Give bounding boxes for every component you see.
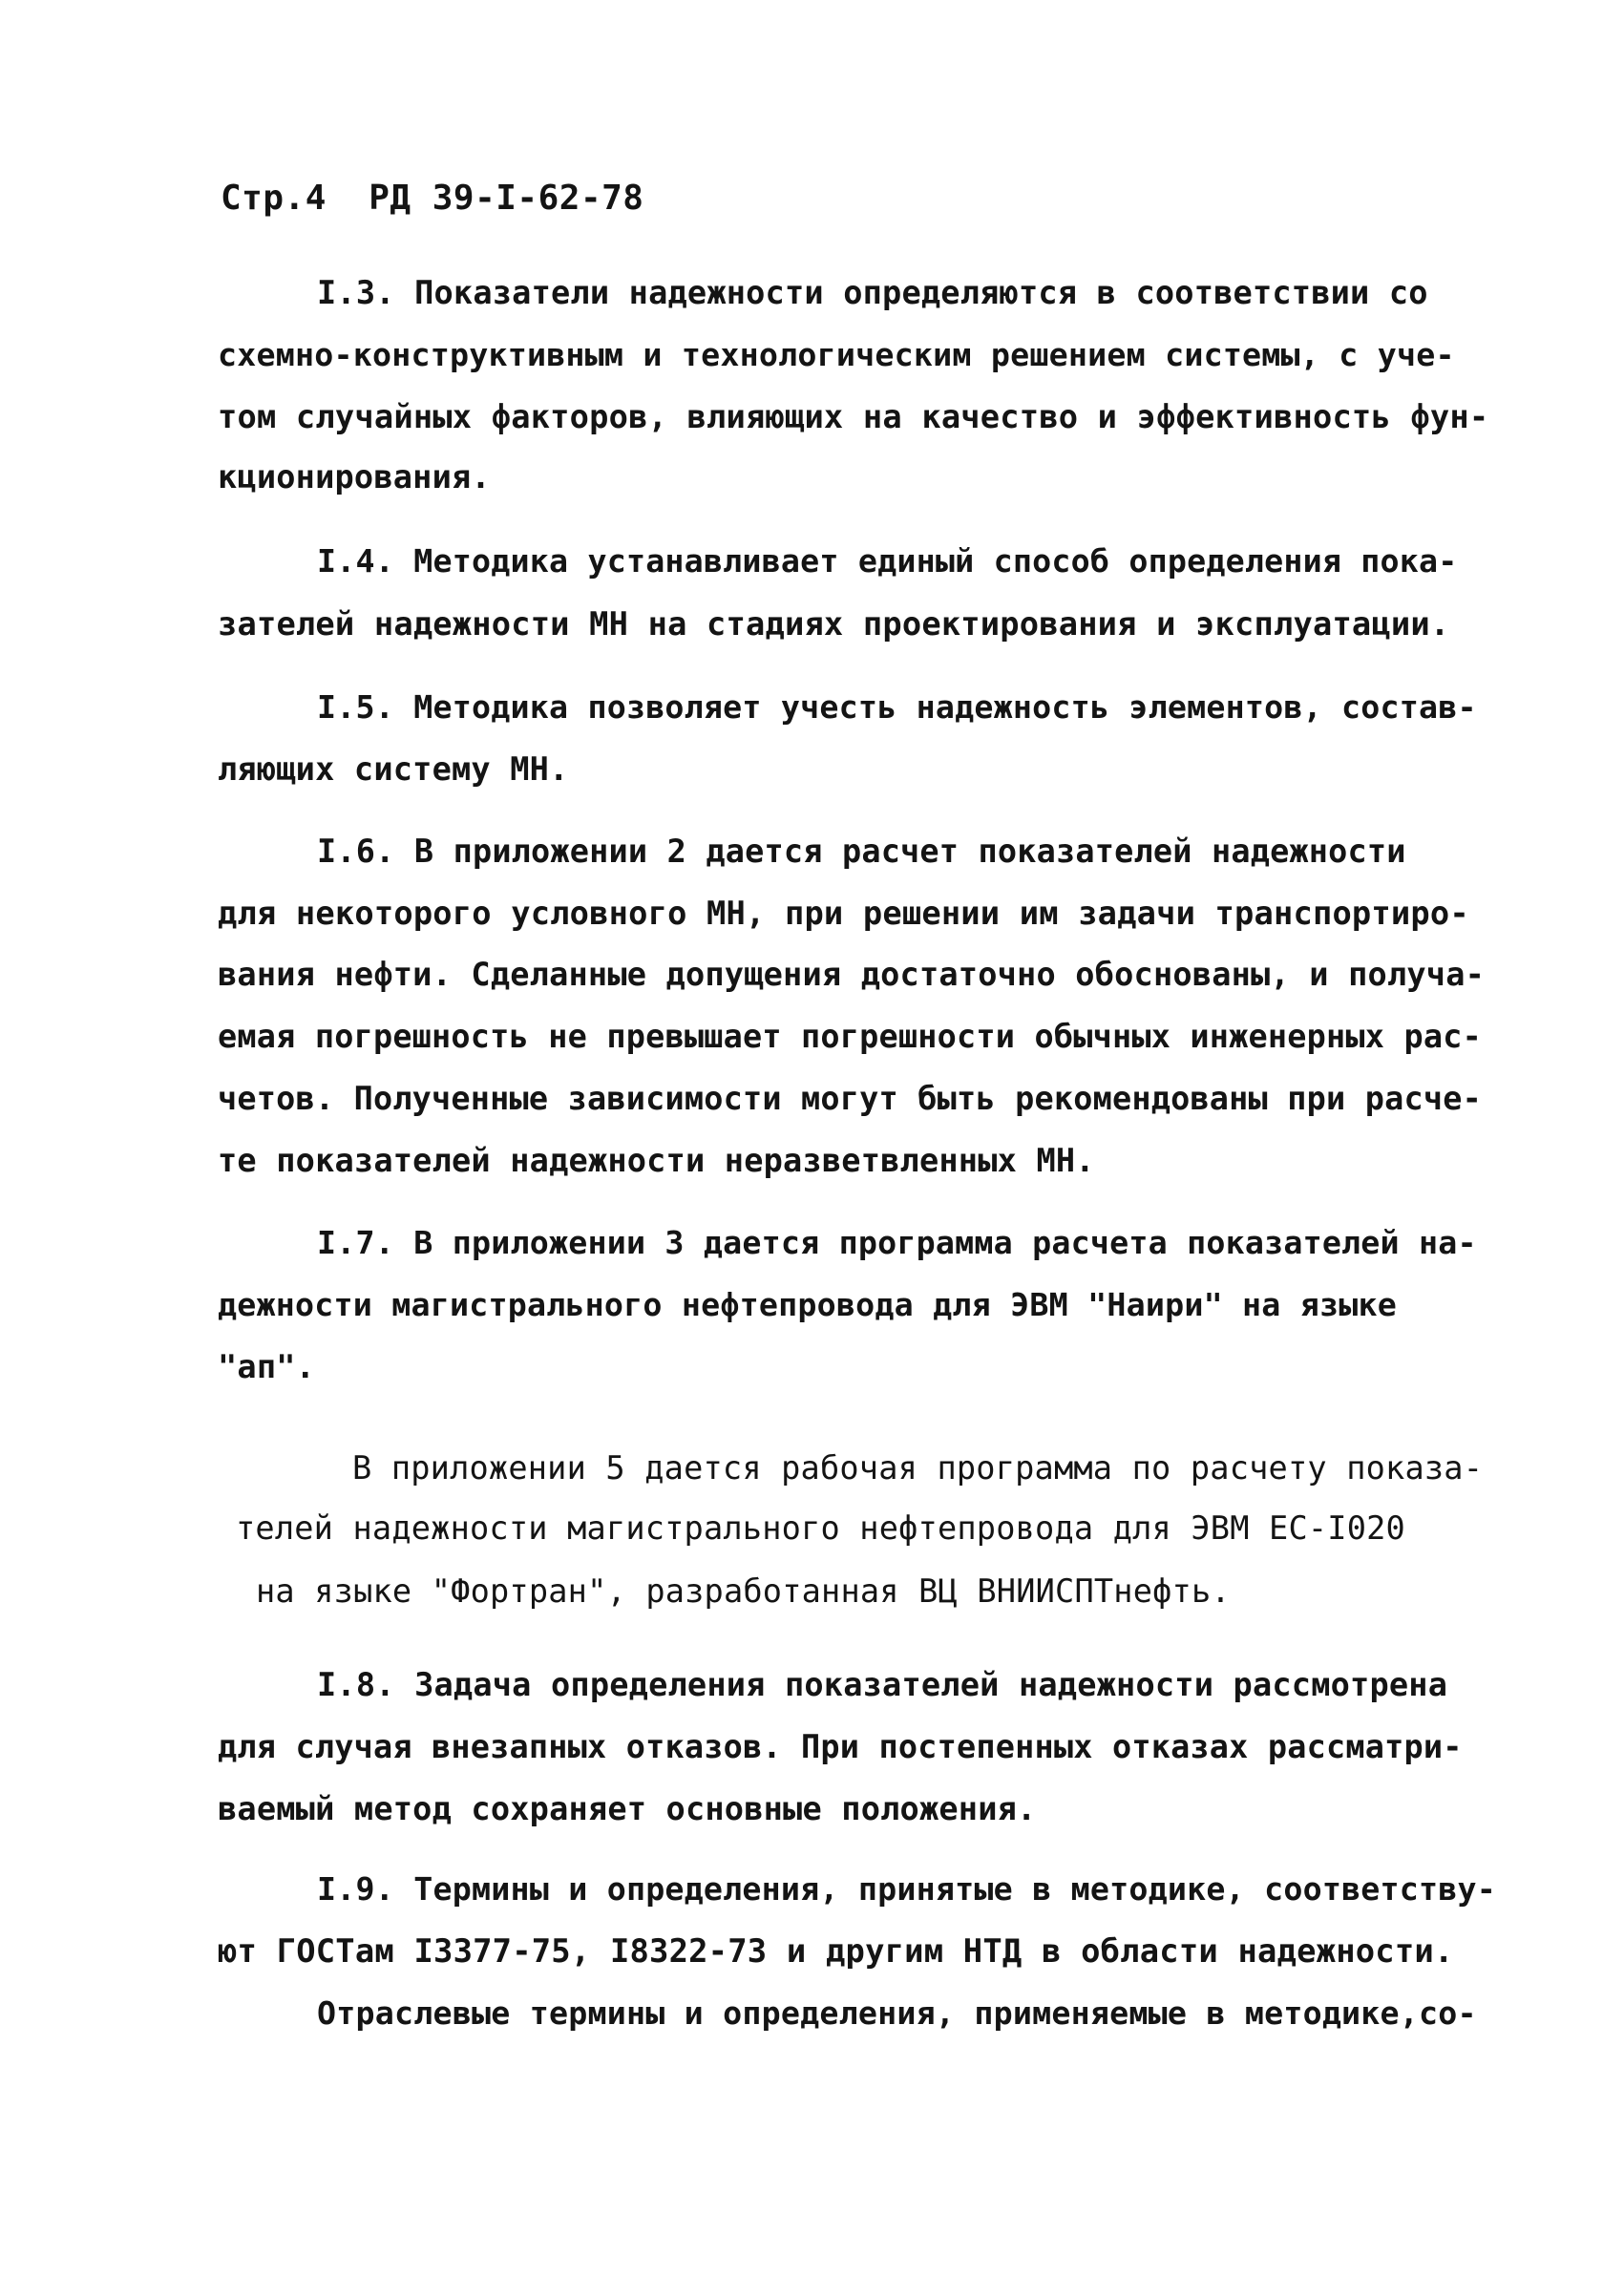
text-line: на языке "Фортран", разработанная ВЦ ВНИИСПТнефть. bbox=[256, 1572, 1231, 1610]
text-line: I.3. Показатели надежности определяются в соответствии со bbox=[317, 274, 1428, 311]
page-header: Стр.4 РД 39-I-62-78 bbox=[221, 179, 644, 218]
text-line: дежности магистрального нефтепровода для ЭВМ "Наири" на языке bbox=[218, 1286, 1398, 1323]
text-line: В приложении 5 дается рабочая программа по расчету показа- bbox=[352, 1449, 1484, 1487]
text-line: ляющих систему МН. bbox=[218, 750, 569, 788]
text-line: кционирования. bbox=[218, 458, 491, 496]
text-line: том случайных факторов, влияющих на качество и эффективность фун- bbox=[218, 398, 1489, 435]
text-line: те показателей надежности неразветвленных МН. bbox=[218, 1142, 1095, 1179]
text-line: I.5. Методика позволяет учесть надежность элементов, состав- bbox=[317, 688, 1477, 726]
text-line: телей надежности магистрального нефтепровода для ЭВМ ЕС-I020 bbox=[236, 1509, 1405, 1547]
text-line: схемно-конструктивным и технологическим решением системы, с уче- bbox=[218, 336, 1455, 373]
text-line: ют ГОСТам I3377-75, I8322-73 и другим НТД в области надежности. bbox=[218, 1932, 1454, 1970]
text-line: "ап". bbox=[218, 1348, 316, 1385]
text-line: четов. Полученные зависимости могут быть рекомендованы при расче- bbox=[218, 1080, 1482, 1117]
text-line: зателей надежности МН на стадиях проектирования и эксплуатации. bbox=[218, 605, 1450, 643]
text-line: I.6. В приложении 2 дается расчет показателей надежности bbox=[317, 833, 1406, 870]
text-line: Отраслевые термины и определения, применяемые в методике,со- bbox=[317, 1994, 1477, 2032]
text-line: I.9. Термины и определения, принятые в методике, соответству- bbox=[317, 1870, 1497, 1908]
text-line: для некоторого условного МН, при решении им задачи транспортиро- bbox=[218, 895, 1469, 932]
text-line: I.8. Задача определения показателей надежности рассмотрена bbox=[317, 1666, 1448, 1703]
text-line: I.7. В приложении 3 дается программа расчета показателей на- bbox=[317, 1224, 1477, 1261]
text-line: ваемый метод сохраняет основные положения. bbox=[218, 1790, 1037, 1827]
text-line: вания нефти. Сделанные допущения достаточно обоснованы, и получа- bbox=[218, 956, 1486, 993]
text-line: емая погрешность не превышает погрешности обычных инженерных рас- bbox=[218, 1018, 1482, 1055]
text-line: I.4. Методика устанавливает единый способ определения пока- bbox=[317, 542, 1458, 580]
text-line: для случая внезапных отказов. При постепенных отказах рассматри- bbox=[218, 1728, 1463, 1765]
